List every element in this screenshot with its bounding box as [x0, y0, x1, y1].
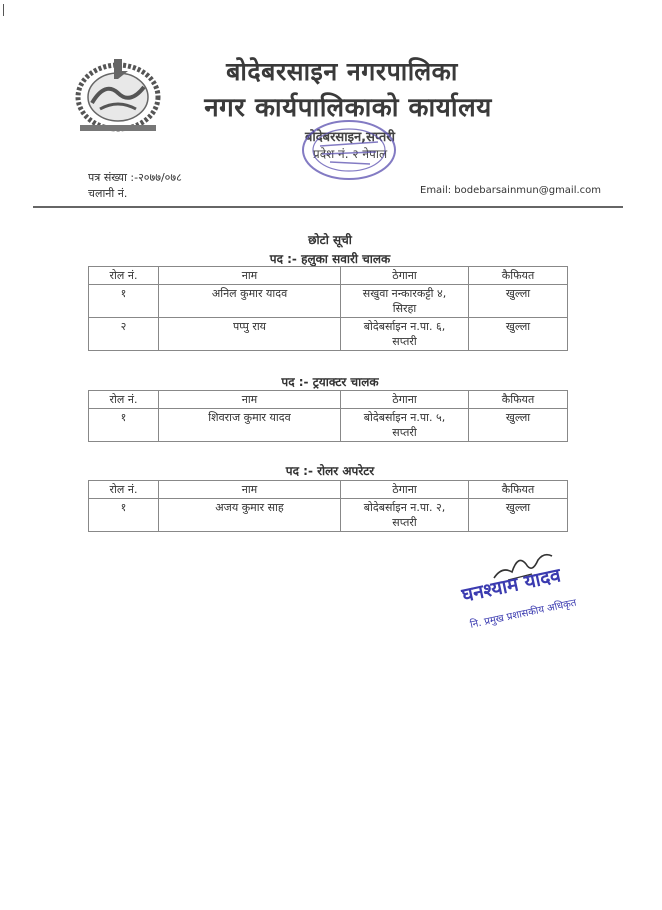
address-line: सखुवा नन्कारकट्टी ४,	[362, 287, 447, 300]
column-header-name: नाम	[159, 481, 341, 499]
short-list-title: छोटो सूची	[308, 233, 352, 247]
table-header-row	[89, 267, 568, 285]
name-cell: शिवराज कुमार यादव	[159, 409, 341, 442]
column-header-roll: रोल नं.	[89, 267, 159, 285]
table-row	[89, 318, 568, 351]
roll-cell: १	[89, 285, 159, 318]
address-line: बोदेबर्साइन न.पा. ६,	[363, 320, 446, 333]
letter-number: पत्र संख्या :-२०७७/०७८	[88, 171, 182, 184]
name-cell: अजय कुमार साह	[159, 499, 341, 532]
signatory-name-stamp: घनश्याम यादव	[459, 564, 563, 607]
address-line: सिरहा	[392, 302, 417, 315]
column-header-name: नाम	[159, 391, 341, 409]
municipality-title: बोदेबरसाइन नगरपालिका	[226, 57, 458, 86]
address-cell	[341, 285, 469, 318]
address-line: सप्तरी	[392, 516, 417, 529]
roll-cell: १	[89, 409, 159, 442]
dispatch-number: चलानी नं.	[88, 187, 128, 200]
nepal-emblem-icon	[70, 53, 166, 135]
address-line: सप्तरी	[392, 426, 417, 439]
candidate-table-light-vehicle-driver	[88, 266, 568, 351]
office-province: प्रदेश नं. २ नेपाल	[312, 147, 388, 161]
column-header-address: ठेगाना	[341, 481, 469, 499]
table-row	[89, 285, 568, 318]
remarks-cell: खुल्ला	[469, 409, 568, 442]
column-header-roll: रोल नं.	[89, 481, 159, 499]
column-header-remarks: कैफियत	[469, 267, 568, 285]
office-title: नगर कार्यपालिकाको कार्यालय	[204, 93, 492, 123]
address-cell	[341, 499, 469, 532]
address-cell	[341, 409, 469, 442]
name-cell: पप्पु राय	[159, 318, 341, 351]
column-header-remarks: कैफियत	[469, 391, 568, 409]
remarks-cell: खुल्ला	[469, 318, 568, 351]
column-header-name: नाम	[159, 267, 341, 285]
table-row	[89, 409, 568, 442]
address-line: बोदेबर्साइन न.पा. ५,	[363, 411, 446, 424]
header-divider	[33, 206, 623, 208]
roll-cell: २	[89, 318, 159, 351]
post-title-tractor-driver: पद :- ट्रयाक्टर चालक	[281, 375, 379, 389]
table-header-row	[89, 481, 568, 499]
candidate-table-roller-operator	[88, 480, 568, 532]
remarks-cell: खुल्ला	[469, 499, 568, 532]
post-title-roller-operator: पद :- रोलर अपरेटर	[285, 464, 375, 478]
name-cell: अनिल कुमार यादव	[159, 285, 341, 318]
address-line: बोदेबर्साइन न.पा. २,	[363, 501, 446, 514]
remarks-cell: खुल्ला	[469, 285, 568, 318]
office-seal-icon	[300, 118, 398, 182]
office-email: Email: bodebarsainmun@gmail.com	[420, 185, 602, 196]
address-line: सप्तरी	[392, 335, 417, 348]
office-location: बोदेबरसाइन,सप्तरी	[304, 130, 395, 145]
candidate-table-tractor-driver	[88, 390, 568, 442]
roll-cell: १	[89, 499, 159, 532]
column-header-address: ठेगाना	[341, 391, 469, 409]
column-header-address: ठेगाना	[341, 267, 469, 285]
table-row	[89, 499, 568, 532]
column-header-roll: रोल नं.	[89, 391, 159, 409]
signatory-role-stamp: नि. प्रमुख प्रशासकीय अधिकृत	[469, 597, 578, 631]
post-title-light-vehicle-driver: पद :- हलुका सवारी चालक	[269, 252, 391, 266]
column-header-remarks: कैफियत	[469, 481, 568, 499]
address-cell	[341, 318, 469, 351]
page-edge-mark	[3, 4, 4, 16]
table-header-row	[89, 391, 568, 409]
